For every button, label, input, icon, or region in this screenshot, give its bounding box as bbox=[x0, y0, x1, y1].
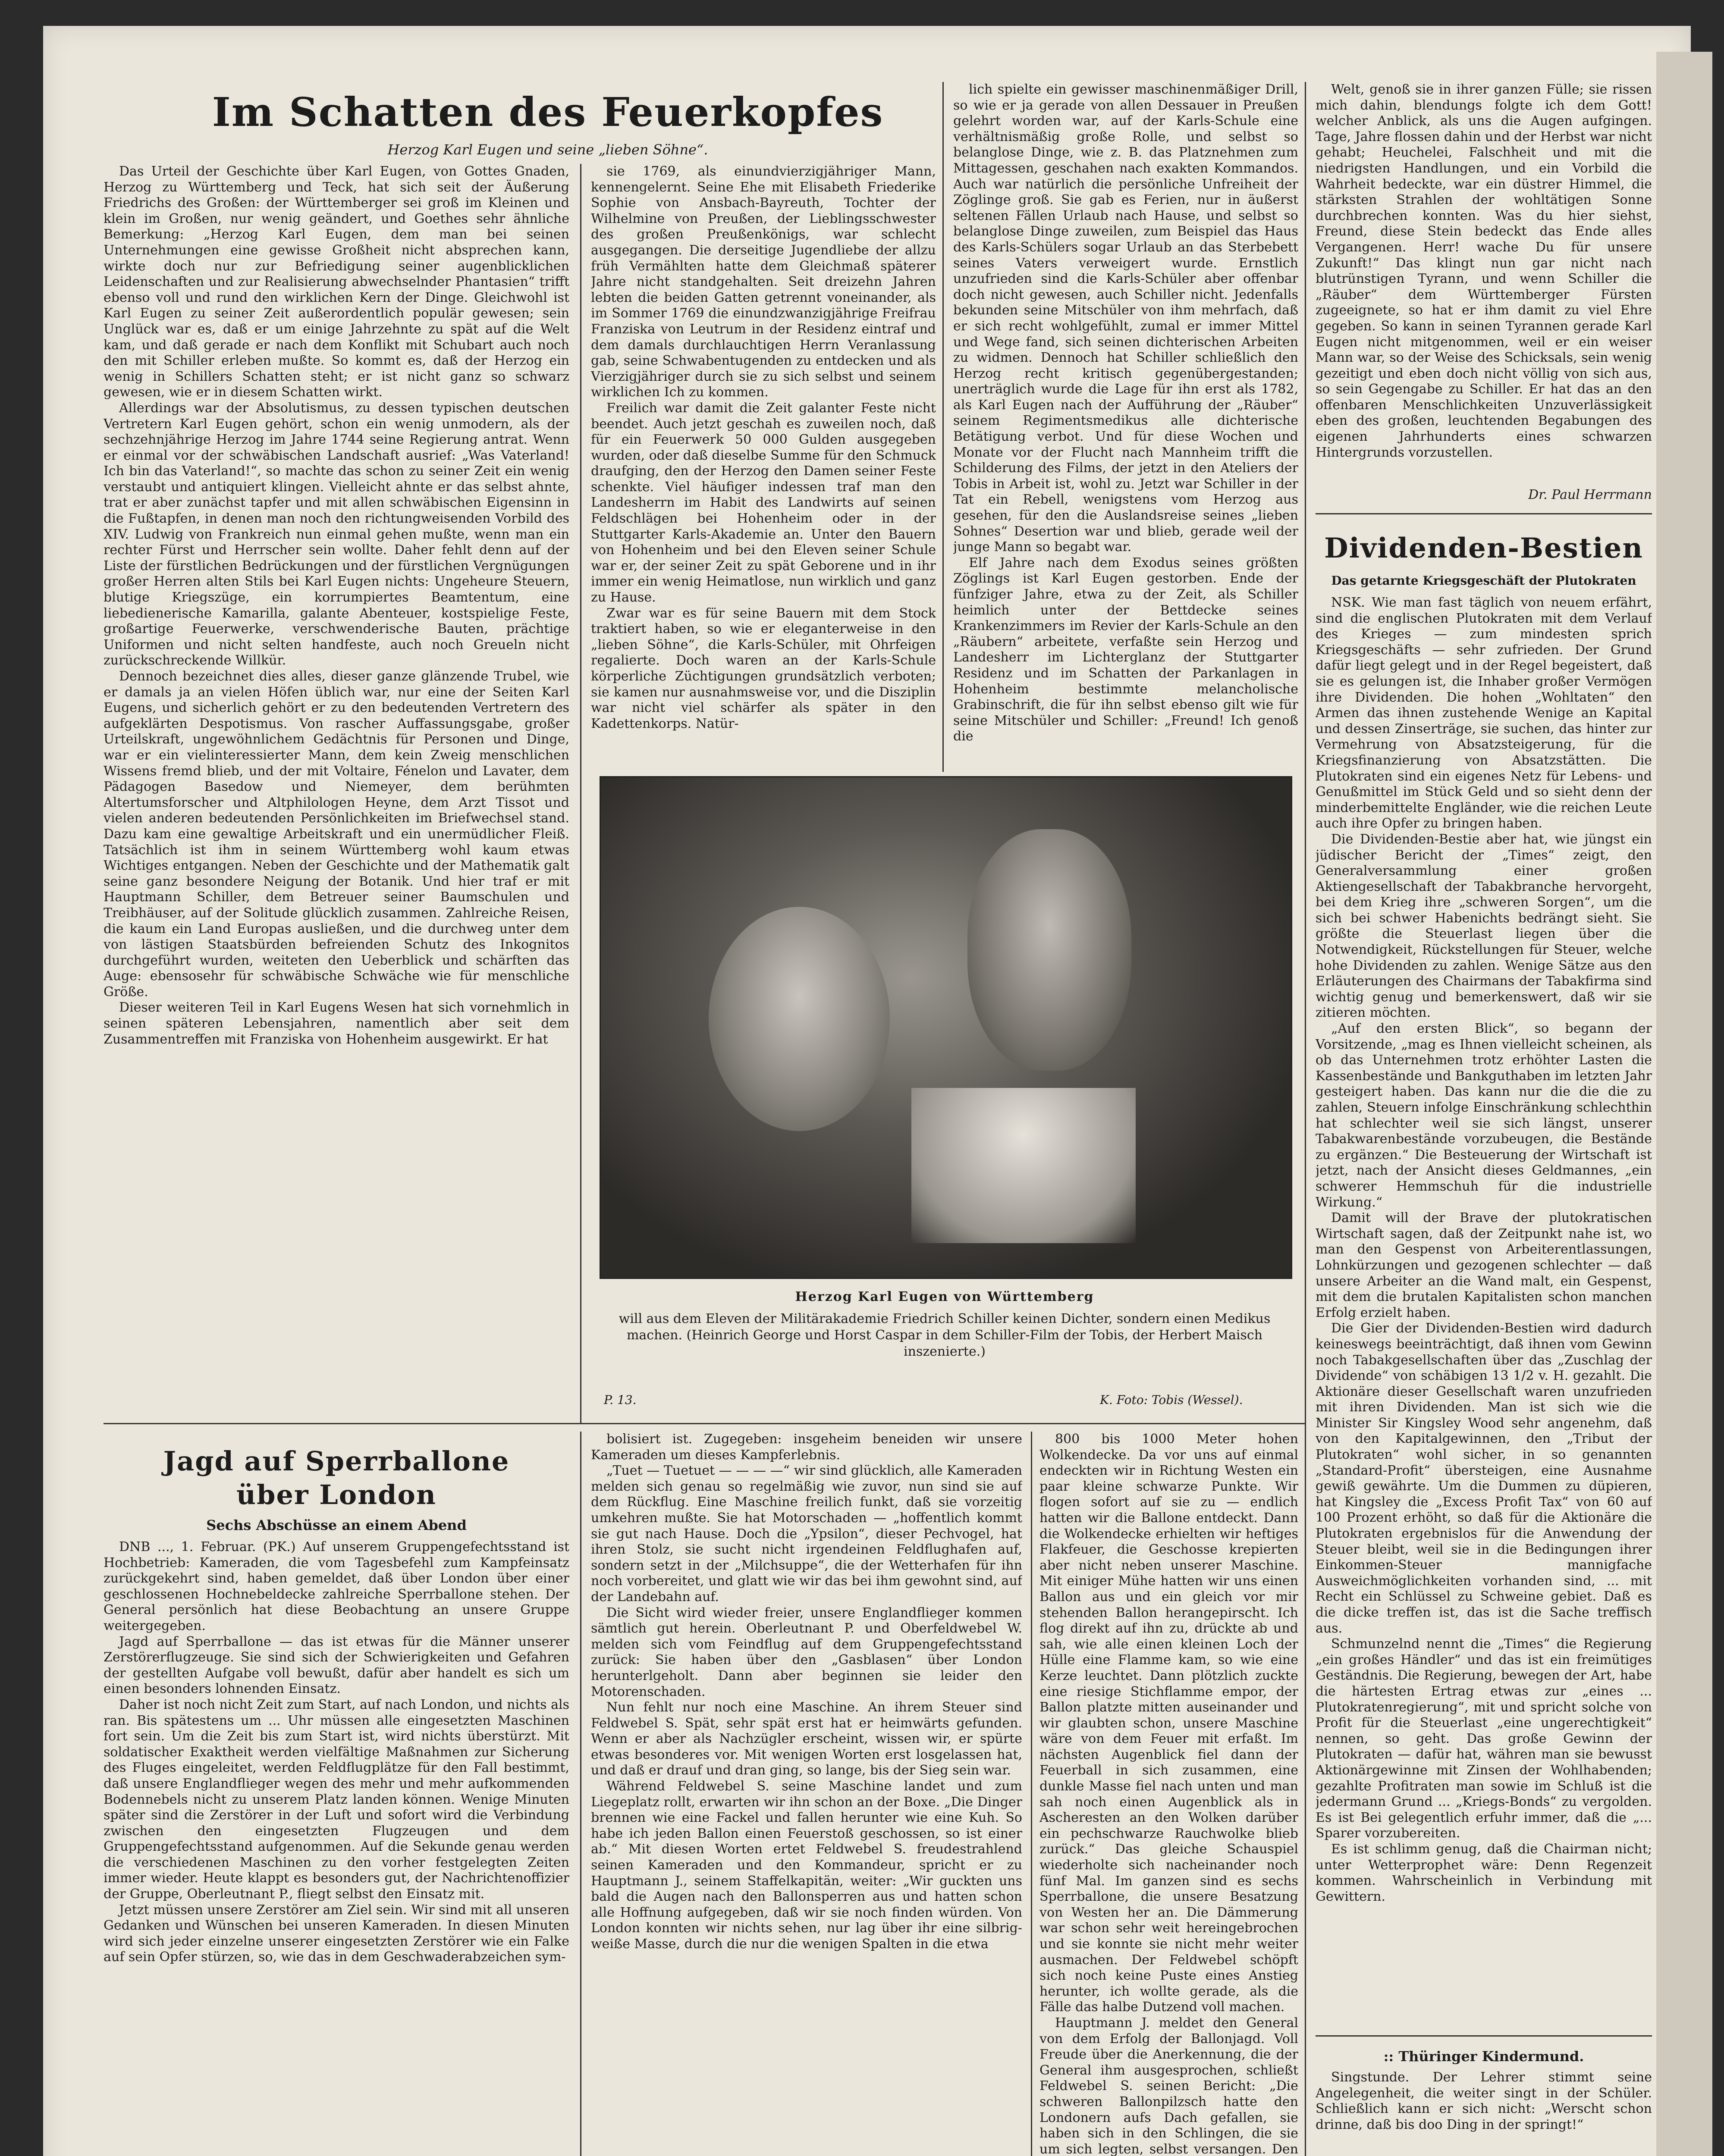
column-rule bbox=[580, 164, 581, 1423]
article2-paragraph: Daher ist noch nicht Zeit zum Start, auf nach London, und nichts als ran. Bis spätestens um ... Uhr müssen alle eingesetzten Maschinen fort sein. Um die Zeit bis zum Start ist, wird nichts überstürzt. Mit soldatischer Exaktheit werden vielfältige Maßnahmen zur Sicherung des Fluges eingeleitet, werden Feldflugplätze für den Fall bestimmt, daß unsere Englandflieger wegen des mehr und mehr aufkommenden Bodennebels nicht zu unserem Platz landen können. Wenige Minuten später sind die Zerstörer in der Luft und sofort wird die Verbindung zwischen den eingesetzten Flugzeugen und dem Gruppengefechtsstand aufgenommen. Auf die Sekunde genau werden die verschiedenen Maschinen zu den vorher festgelegten Zeiten immer wieder. Heute klappt es besonders gut, der Nachrichtenoffizier der Gruppe, Oberleutnant P., fliegt selbst den Einsatz mit. bbox=[104, 1697, 569, 1902]
article4-headline: :: Thüringer Kindermund. bbox=[1383, 2048, 1584, 2065]
article3-paragraph: Die Gier der Dividenden-Bestien wird dadurch keineswegs beeinträchtigt, daß ihnen vom Gewinn noch Tabakgesellschaften über das „Zuschlag der Dividende“ von schäbigen 13 1/2 v. H. gezahlt. Die Aktionäre dieser Gesellschaft waren unzufrieden mit ihren Dividenden. Man ist sich wie die Minister Sir Kingsley Wood sehr angenehm, daß von den Kapitalgewinnen, den „Tribut der Plutokraten“ wohl sicher, in so genannten „Standard-Profit“ übersteigen, eine Ausnahme gewiß gewährte. Um die Dummen zu düpieren, hat Kingsley die „Excess Profit Tax“ von 60 auf 100 Prozent erhöht, so daß für die Aktionäre die Plutokraten ergebnislos für die Anwendung der Steuer bleibt, weil sie in die Bedingungen ihrer Einkommen-Steuer mannigfache Ausweichmöglichkeiten vorhanden sind, ... mit Recht ein Schlüssel zu Schweine gebiet. Daß es die dicke treffen ist, das ist die Sache treffisch aus. bbox=[1316, 1321, 1652, 1636]
article4-paragraph: Singstunde. Der Lehrer stimmt seine Angelegenheit, die weiter singt in der Schüler. Schließlich kann er sich nicht: „Werscht schon drinne, daß bis doo Ding in der springt!“ bbox=[1316, 2070, 1652, 2132]
photo-karl-eugen bbox=[600, 776, 1292, 1279]
photo-figure-right bbox=[967, 829, 1131, 1071]
article2-subheadline: Sechs Abschüsse an einem Abend bbox=[206, 1517, 467, 1533]
article2-paragraph: 800 bis 1000 Meter hohen Wolkendecke. Da vor uns auf einmal endeckten wir in Richtung Westen ein paar kleine schwarze Punkte. Wir flogen sofort auf sie zu — endlich hatten wir die Ballone entdeckt. Dann die Wolkendecke erhielten wir heftiges Flakfeuer, die Geschosse krepierten aber nicht neben unserer Maschine. Mit einiger Mühe hatten wir uns einen Ballon aus und ein gleich vor mir stehenden Ballon herangepirscht. Ich flog direkt auf ihn zu, drückte ab und sah, wie alle einen kleinen Loch der Hülle eine Flamme kam, so wie eine Kerze leuchtet. Dann plötzlich zuckte eine riesige Stichflamme empor, der Ballon platzte mitten auseinander und wir glaubten schon, unsere Maschine wäre von dem Feuer mit erfaßt. Im nächsten Augenblick fiel dann der Feuerball in sich zusammen, eine dunkle Masse fiel nach unten und man sah noch einen Augenblick als in Ascheresten an den Wolken darüber ein pechschwarze Rauchwolke blieb zurück.“ Das gleiche Schauspiel wiederholte sich nacheinander noch fünf Mal. Im ganzen sind es sechs Sperrballone, die unsere Besatzung von Westen her an. Die Dämmerung war schon sehr weit hereingebrochen und sie konnte sie nicht mehr weiter ausmachen. Der Feldwebel schöpft sich noch keine Puste eines Anstieg herunter, ich wollte gerade, als die Fälle das halbe Dutzend voll machen. bbox=[1039, 1432, 1298, 2015]
article1-col4 bbox=[1316, 82, 1652, 483]
article2-paragraph: Jetzt müssen unsere Zerstörer am Ziel sein. Wir sind mit all unseren Gedanken und Wünschen bei unseren Kameraden. In diesen Minuten wird sich jeder einzelne unserer eingesetzten Zerstörer wie ein Falke auf sein Opfer stürzen, so, wie das in dem Geschwaderabzeichen sym- bbox=[104, 1902, 569, 1965]
article3-paragraph: Es ist schlimm genug, daß die Chairman nicht; unter Wetterprophet wäre: Denn Regenzeit kommen. Wahrscheinlich in Verbindung mit Gewittern. bbox=[1316, 1841, 1652, 1904]
article1-col2 bbox=[591, 164, 936, 772]
article1-paragraph: Zwar war es für seine Bauern mit dem Stock traktiert haben, so wie er eleganterweise in den „lieben Söhne“, die Karls-Schüler, mit Ohrfeigen regalierte. Doch waren an der Karls-Schule körperliche Züchtigungen grundsätzlich verboten; sie kamen nur ausnahmsweise vor, und die Disziplin war nicht viel schärfer als später in den Kadettenkorps. Natür- bbox=[591, 605, 936, 731]
article2-col2 bbox=[591, 1432, 1022, 2156]
article2-paragraph: bolisiert ist. Zugegeben: insgeheim beneiden wir unsere Kameraden um dieses Kampferlebnis. bbox=[591, 1432, 1022, 1463]
article1-paragraph: sie 1769, als einundvierzigjähriger Mann, kennengelernt. Seine Ehe mit Elisabeth Friederike Sophie von Ansbach-Bayreuth, Tochter der Wilhelmine von Preußen, der Lieblingsschwester des großen Preußenkönigs, war schlecht ausgegangen. Die derseitige Jugendliebe der allzu früh Vermählten hatte dem Gleichmaß späterer Jahre nicht standgehalten. Seit dreizehn Jahren lebten die beiden Gatten getrennt voneinander, als im Sommer 1769 die einundzwanzigjährige Freifrau Franziska von Leutrum in der Residenz eintraf und dem damals durchlauchtigen Herrn Veranlassung gab, seine Schwabentugenden zu entdecken und als Vierzigjähriger durch sie zu sich selbst und seinem wirklichen Ich zu kommen. bbox=[591, 164, 936, 400]
newspaper-page bbox=[43, 26, 1691, 2156]
section-rule bbox=[1316, 513, 1652, 514]
article2-headline: Jagd auf Sperrballone bbox=[163, 1445, 510, 1477]
article1-byline: Dr. Paul Herrmann bbox=[1528, 487, 1652, 502]
article1-col1 bbox=[104, 164, 569, 1423]
article2-paragraph: Hauptmann J. meldet den General von dem Erfolg der Ballonjagd. Voll Freude über die Anerkennung, die der General ihm ausgesprochen, schließt Feldwebel S. seinen Bericht: „Die schweren Ballonpilzsch hatte den Londonern aufs Dach gefallen, sie haben sich in den Schlingen, die sie um sich legten, selbst versangen. Den bbox=[1039, 2015, 1298, 2156]
column-rule bbox=[942, 82, 944, 772]
adjacent-page-edge bbox=[1656, 52, 1712, 2156]
article1-paragraph: lich spielte ein gewisser maschinenmäßiger Drill, so wie er ja gerade von allen Dessauer in Preußen gelehrt worden war, auf der Karls-Schule eine verhältnismäßig große Rolle, und selbst so belanglose Dinge, wie z. B. das Platznehmen zum Mittagessen, geschahen nach exakten Kommandos. Auch war natürlich die persönliche Unfreiheit der Zöglinge groß. Sie gab es Ferien, nur in äußerst seltenen Fällen Urlaub nach Hause, und selbst so belanglose Dinge zuweilen, zum Beispiel das Haus des Karls-Schülers sogar Urlaub an das Sterbebett seines Vaters verweigert wurde. Ernstlich unzufrieden sind die Karls-Schüler aber offenbar doch nicht gewesen, auch Schiller nicht. Jedenfalls bekunden seine Mitschüler von ihm mehrfach, daß er sich recht wohlgefühlt, zumal er immer Mittel und Wege fand, sich seinen dichterischen Arbeiten zu widmen. Dennoch hat Schiller schließlich den Herzog recht kritisch gegenübergestanden; unerträglich wurde die Lage für ihn erst als 1782, als Karl Eugen nach der Aufführung der „Räuber“ seinem Regimentsmedikus alle dichterische Betätigung verbot. Und für diese Wochen und Monate vor der Flucht nach Mannheim trifft die Schilderung des Films, der jetzt in den Ateliers der Tobis in Arbeit ist, wohl zu. Jetzt war Schiller in der Tat ein Rebell, wenigstens vom Herzog aus gesehen, für den die Auslandsreise seines „lieben Sohnes“ Desertion war und blieb, gerade weil der junge Mann so begabt war. bbox=[953, 82, 1298, 555]
article3-paragraph: „Auf den ersten Blick“, so begann der Vorsitzende, „mag es Ihnen vielleicht scheinen, als ob das Unternehmen trotz erhöhter Lasten die Kassenbestände und Bankguthaben im letzten Jahr gesteigert haben. Das kann nur die die die zu zahlen, Steuern infolge Einschränkung schlechthin hat schlechter weil sie sich längst, unserer Tabakwarenbestände vorzubeugen, die Bestände zu ergänzen.“ Die Besteuerung der Wirtschaft ist jetzt, nach der Ansicht dieses Geldmannes, „ein schwerer Hemmschuh für die industrielle Wirkung.“ bbox=[1316, 1021, 1652, 1210]
article2-paragraph: Jagd auf Sperrballone — das ist etwas für die Männer unserer Zerstörerflugzeuge. Sie sind sich der Schwierigkeiten und Gefahren der gestellten Aufgabe voll bewußt, dafür aber handelt es sich um einen besonders lohnenden Einsatz. bbox=[104, 1634, 569, 1697]
article2-col1 bbox=[104, 1539, 569, 2156]
article3-paragraph: Schmunzelnd nennt die „Times“ die Regierung „ein großes Händler“ und das ist ein freimütiges Geständnis. Die Regierung, bewegen der Art, habe die härtesten Ertrag etwas zur „eines ... Plutokratenregierung“, mit und spricht solche von Profit für die Steuerlast „eine ungerechtigkeit“ nennen, so geht. Das große Gewinn der Plutokraten — dafür hat, währen man sie bewusst Aktionärgewinne mit Zinsen der Wohlhabenden; gezahlte Profitraten man sowie im Schluß ist die jedermann Grund ... „Kriegs-Bonds“ zu vergolden. Es ist Bei gelegentlich erfuhr immer, daß die „... Sparer vorzubereiten. bbox=[1316, 1636, 1652, 1841]
article1-subheadline: Herzog Karl Eugen und seine „lieben Söhne“. bbox=[387, 141, 708, 158]
column-rule bbox=[1305, 82, 1306, 2156]
article1-headline: Im Schatten des Feuerkopfes bbox=[212, 89, 884, 135]
article3-col1 bbox=[1316, 595, 1652, 2027]
photo-credit: K. Foto: Tobis (Wessel). bbox=[1100, 1393, 1243, 1407]
article1-paragraph: Das Urteil der Geschichte über Karl Eugen, von Gottes Gnaden, Herzog zu Württemberg und Teck, hat sich seit der Äußerung Friedrichs des Großen: der Württemberger sei groß im Kleinen und klein im Großen, nur wenig geändert, und Goethes sehr ähnliche Bemerkung: „Herzog Karl Eugen, dem man bei seinen Unternehmungen eine gewisse Großheit nicht absprechen kann, wirkte doch nur zur Befriedigung seiner augenblicklichen Leidenschaften und zur Realisierung abwechselnder Phantasien“ trifft ebenso voll und rund den wirklichen Kern der Dinge. Gleichwohl ist Karl Eugen zu seiner Zeit außerordentlich populär gewesen; sein Unglück war es, daß er um einige Jahrzehnte zu spät auf die Welt kam, und daß gerade er nach dem Konflikt mit Schubart auch noch den mit Schiller erleben mußte. So kommt es, daß der Herzog ein wenig in Schillers Schatten steht; er ist nicht ganz so schwarz gewesen, wie er in diesem Schatten wirkt. bbox=[104, 164, 569, 400]
article3-paragraph: NSK. Wie man fast täglich von neuem erfährt, sind die englischen Plutokraten mit dem Verlauf des Krieges — zum mindesten sprich Kriegsgeschäfts — sehr zufrieden. Der Grund dafür liegt gelegt und in der Regel begeistert, daß sie es gelungen ist, die Inhaber großer Vermögen ihre Dividenden. Die hohen „Wohltaten“ den Armen das ihnen zustehende Wenige an Kapital und dessen Zinserträge, sie suchen, das hinter zur Vermehrung von Absatzsteigerung, für die Kriegsfinanzierung von Absatzstätten. Die Plutokraten sind ein eigenes Netz für Lebens- und Genußmittel im Stück Geld und so sieht denn der minderbemittelte Engländer, wie die reichen Leute auch ihre Opfer zu bringen haben. bbox=[1316, 595, 1652, 831]
article1-paragraph: Freilich war damit die Zeit galanter Feste nicht beendet. Auch jetzt geschah es zuweilen noch, daß für ein Feuerwerk 50 000 Gulden ausgegeben wurden, oder daß dieselbe Summe für den Schmuck draufging, den der Herzog den Damen seiner Feste schenkte. Viel häufiger indessen traf man den Landesherrn im Habit des Landwirts auf seinen Feldschlägen bei Hohenheim oder in der Stuttgarter Karls-Akademie an. Unter den Bauern von Hohenheim und bei den Eleven seiner Schule war er, der seiner Zeit zu spät Geborene und in ihr immer ein wenig Heimatlose, nun wirklich und ganz zu Hause. bbox=[591, 400, 936, 605]
article2-paragraph: Während Feldwebel S. seine Maschine landet und zum Liegeplatz rollt, erwarten wir ihn schon an der Boxe. „Die Dinger brennen wie eine Fackel und fallen herunter wie eine Kuh. So habe ich jeden Ballon einen Feuerstoß geschossen, so ist einer ab.“ Mit diesen Worten ertet Feldwebel S. freudestrahlend seinen Kameraden und den Kommandeur, spricht er zu Hauptmann J., seinem Staffelkapitän, weiter: „Wir guckten uns bald die Augen nach den Ballonsperren aus und hatten schon alle Hoffnung aufgegeben, daß wir sie noch finden würden. Von London konnten wir nichts sehen, nur lag über ihr eine silbrig-weiße Masse, durch die nur die wenigen Spalten in die etwa bbox=[591, 1779, 1022, 1952]
photo-caption: Herzog Karl Eugen von Württemberg bbox=[795, 1289, 1094, 1304]
article3-headline: Dividenden-Bestien bbox=[1324, 532, 1643, 564]
article2-col3 bbox=[1039, 1432, 1298, 2156]
article3-paragraph: Die Dividenden-Bestie aber hat, wie jüngst ein jüdischer Bericht der „Times“ zeigt, den Generalversammlung einer großen Aktiengesellschaft der Tabakbranche hervorgeht, bei dem Krieg ihre „schweren Sorgen“, um die sich bei schwer Habenichts bedrängt sieht. Sie größte die Steuerlast liegen über die Notwendigkeit, Rückstellungen für Steuer, welche hohe Dividenden zu zahlen. Wenige Sätze aus den Erläuterungen des Chairmans der Tabakfirma sind wichtig genug und bemerkenswert, daß wir sie zitieren möchten. bbox=[1316, 831, 1652, 1021]
article3-subheadline: Das getarnte Kriegsgeschäft der Plutokraten bbox=[1331, 573, 1636, 588]
column-rule bbox=[1031, 1432, 1032, 2156]
article2-paragraph: DNB ..., 1. Februar. (PK.) Auf unserem Gruppengefechtsstand ist Hochbetrieb: Kameraden, die vom Tagesbefehl zum Kampfeinsatz zurückgekehrt sind, haben gemeldet, daß über London über einer geschlossenen Hochnebeldecke zahlreiche Sperrballone stehen. Der General persönlich hat diese Beobachtung an unsere Gruppe weitergegeben. bbox=[104, 1539, 569, 1633]
article1-col3 bbox=[953, 82, 1298, 772]
article1-paragraph: Welt, genoß sie in ihrer ganzen Fülle; sie rissen mich dahin, blendungs folgte ich dem Gott! welcher Anblick, als uns die Augen aufgingen. Tage, Jahre flossen dahin und der Herbst war nicht gehabt; Heuchelei, Falschheit und mit die niedrigsten Handlungen, und ein Vorbild die Wahrheit bedeckte, war ein düstrer Himmel, die stärksten Strahlen der wohltätigen Sonne durchbrechen konnten. Was du hier siehst, Freund, diese Stein bedeckt das Ende alles Vergangenen. Herr! wache Du für unsere Zukunft!“ Das klingt nun gar nicht nach blutrünstigen Tyrann, und wenn Schiller die „Räuber“ dem Württemberger Fürsten zugeeignete, so hat er ihm damit zu viel Ehre gegeben. So kann in seinen Tyrannen gerade Karl Eugen nicht mitgenommen, weil er ein weiser Mann war, so der Weise des Schicksals, sein wenig gezeitigt und eben doch nicht völlig von sich aus, so sein Gegengabe zu Schiller. Er hat das an den offenbaren Menschlichkeiten Unzuverlässigkeit eben des großen, leuchtenden Begabungen des eigenen Jahrhunderts eines schwarzen Hintergrunds vorzustellen. bbox=[1316, 82, 1652, 460]
article4-text bbox=[1316, 2070, 1652, 2156]
article1-paragraph: Elf Jahre nach dem Exodus seines größten Zöglings ist Karl Eugen gestorben. Ende der fünfziger Jahre, etwa zu der Zeit, als Schiller heimlich unter der Bettdecke seines Krankenzimmers im Revier der Karls-Schule an den „Räubern“ arbeitete, verfaßte sein Herzog und Landesherr im Lichterglanz der Stuttgarter Residenz und im Schatten der Parkanlagen in Hohenheim bestimmte melancholische Grabinschrift, die für ihn selbst ebenso gilt wie für seine Mitschüler und Schiller: „Freund! Ich genoß die bbox=[953, 555, 1298, 744]
article1-paragraph: Dieser weiteren Teil in Karl Eugens Wesen hat sich vornehmlich in seinen späteren Lebensjahren, namentlich aber seit dem Zusammentreffen mit Franziska von Hohenheim ausgewirkt. Er hat bbox=[104, 1000, 569, 1047]
section-rule bbox=[1316, 2035, 1652, 2037]
article2-headline-line2: über London bbox=[236, 1479, 436, 1510]
article1-paragraph: Allerdings war der Absolutismus, zu dessen typischen deutschen Vertretern Karl Eugen gehört, schon ein wenig unmodern, als der sechzehnjährige Herzog im Jahre 1744 seine Regierung antrat. Wenn er einmal vor der schwäbischen Landschaft ausrief: „Was Vaterland! Ich bin das Vaterland!“, so machte das schon zu seiner Zeit ein wenig verstaubt und antiquiert klingen. Vielleicht ahnte er das selbst ahnte, trat er aber zunächst tapfer und mit allen schwäbischen Eigensinn in die Fußtapfen, in denen man noch den richtungweisenden Vorbild des XIV. Ludwig von Frankreich nun einmal gehen mußte, wenn man ein rechter Fürst und Herrscher sein wollte. Daher fehlt denn auf der Liste der fürstlichen Bedrückungen und der fürstlichen Vergnügungen großer Herren alten Stils bei Karl Eugen nichts: Ungeheure Steuern, blutige Kriegszüge, ein korrumpiertes Beamtentum, eine liebedienerische Kamarilla, galante Abenteuer, kostspielige Feste, großartige Feuerwerke, verschwenderische Bauten, prächtige Uniformen und nicht selten handfeste, auch noch Greueln nicht zurückschreckende Willkür. bbox=[104, 400, 569, 668]
article1-paragraph: Dennoch bezeichnet dies alles, dieser ganze glänzende Trubel, wie er damals ja an vielen Höfen üblich war, nur eine der Seiten Karl Eugens, und sicherlich gehört er zu den bedeutenden Vertretern des aufgeklärten Despotismus. Von rascher Auffassungsgabe, großer Urteilskraft, ungewöhnlichem Gedächtnis für Personen und Dinge, war er ein vielinteressierter Mann, dem kein Zweig menschlichen Wissens fremd blieb, und der mit Voltaire, Fénelon und Lavater, dem Pädagogen Basedow und Niemeyer, dem berühmten Altertumsforscher und Altphilologen Heyne, dem Arzt Tissot und vielen anderen bedeutenden Persönlichkeiten im Briefwechsel stand. Dazu kam eine gewaltige Arbeitskraft und ein unermüdlicher Fleiß. Tatsächlich ist ihm in seinem Württemberg wohl kaum etwas Wichtiges entgangen. Neben der Geschichte und der Mathematik galt seine ganz besondere Neigung der Botanik. Und hier traf er mit Hauptmann Schiller, dem Betreuer seiner Baumschulen und Treibhäuser, auf der Solitude glücklich zusammen. Zahlreiche Reisen, die kaum ein Land Europas ausließen, und die durchweg unter dem von lästigen Staatsbürden befreienden Schutz des Inkognitos durchgeführt wurden, weiteten den Ueberblick und schärften das Auge: ebensosehr für schwäbische Schwäche wie für menschliche Größe. bbox=[104, 669, 569, 1000]
photo-figure-left bbox=[709, 907, 890, 1131]
photo-collar bbox=[911, 1088, 1136, 1243]
article2-paragraph: Die Sicht wird wieder freier, unsere Englandflieger kommen sämtlich gut herein. Oberleutnant P. und Oberfeldwebel W. melden sich vom Feindflug auf dem Gruppengefechtsstand zurück: Sie haben über den „Gasblasen“ über London herunterlgeholt. Dann aber beginnen sie leider den Motorenschaden. bbox=[591, 1605, 1022, 1699]
article2-paragraph: Nun fehlt nur noch eine Maschine. An ihrem Steuer sind Feldwebel S. Spät, sehr spät erst hat er heimwärts gefunden. Wenn er aber als Nachzügler erscheint, wissen wir, er spürte etwas besonderes vor. Mit wenigen Worten erst losgelassen hat, und daß er drauf und dran ging, so lange, bis der Sieg sein war. bbox=[591, 1700, 1022, 1778]
column-rule bbox=[580, 1432, 581, 2156]
article2-paragraph: „Tuet — Tuetuet — — — —“ wir sind glücklich, alle Kameraden melden sich genau so regelmäßig wie zuvor, nun sind sie auf dem Rückflug. Eine Maschine freilich funkt, daß sie vorzeitig umkehren mußte. Sie hat Motorschaden — „hoffentlich kommt sie gut nach Hause. Doch die „Ypsilon“, dieser Pechvogel, hat ihren Stolz, sie sucht nicht irgendeinen Feldflughafen auf, sondern setzt in der „Milchsuppe“, die der Wetterhafen für ihn noch vorbereitet, und glatt wie wir das bei ihm gewohnt sind, auf der Landebahn auf. bbox=[591, 1463, 1022, 1604]
photo-description: will aus dem Eleven der Militärakademie Friedrich Schiller keinen Dichter, sondern einen Medikus machen. (Heinrich George und Horst Caspar in dem Schiller-Film der Tobis, der Herbert Maisch inszenierte.) bbox=[619, 1311, 1271, 1359]
article3-paragraph: Damit will der Brave der plutokratischen Wirtschaft sagen, daß der Zeitpunkt nahe ist, wo man den Gespenst von Arbeiterentlassungen, Lohnkürzungen und gezogenen schlechter — daß unsere Arbeiter an die Wand malt, ein Gespenst, mit dem die brutalen Kapitalisten schon manchen Erfolg erzielt haben. bbox=[1316, 1210, 1652, 1320]
page-reference: P. 13. bbox=[604, 1393, 637, 1407]
section-rule bbox=[104, 1423, 1305, 1424]
